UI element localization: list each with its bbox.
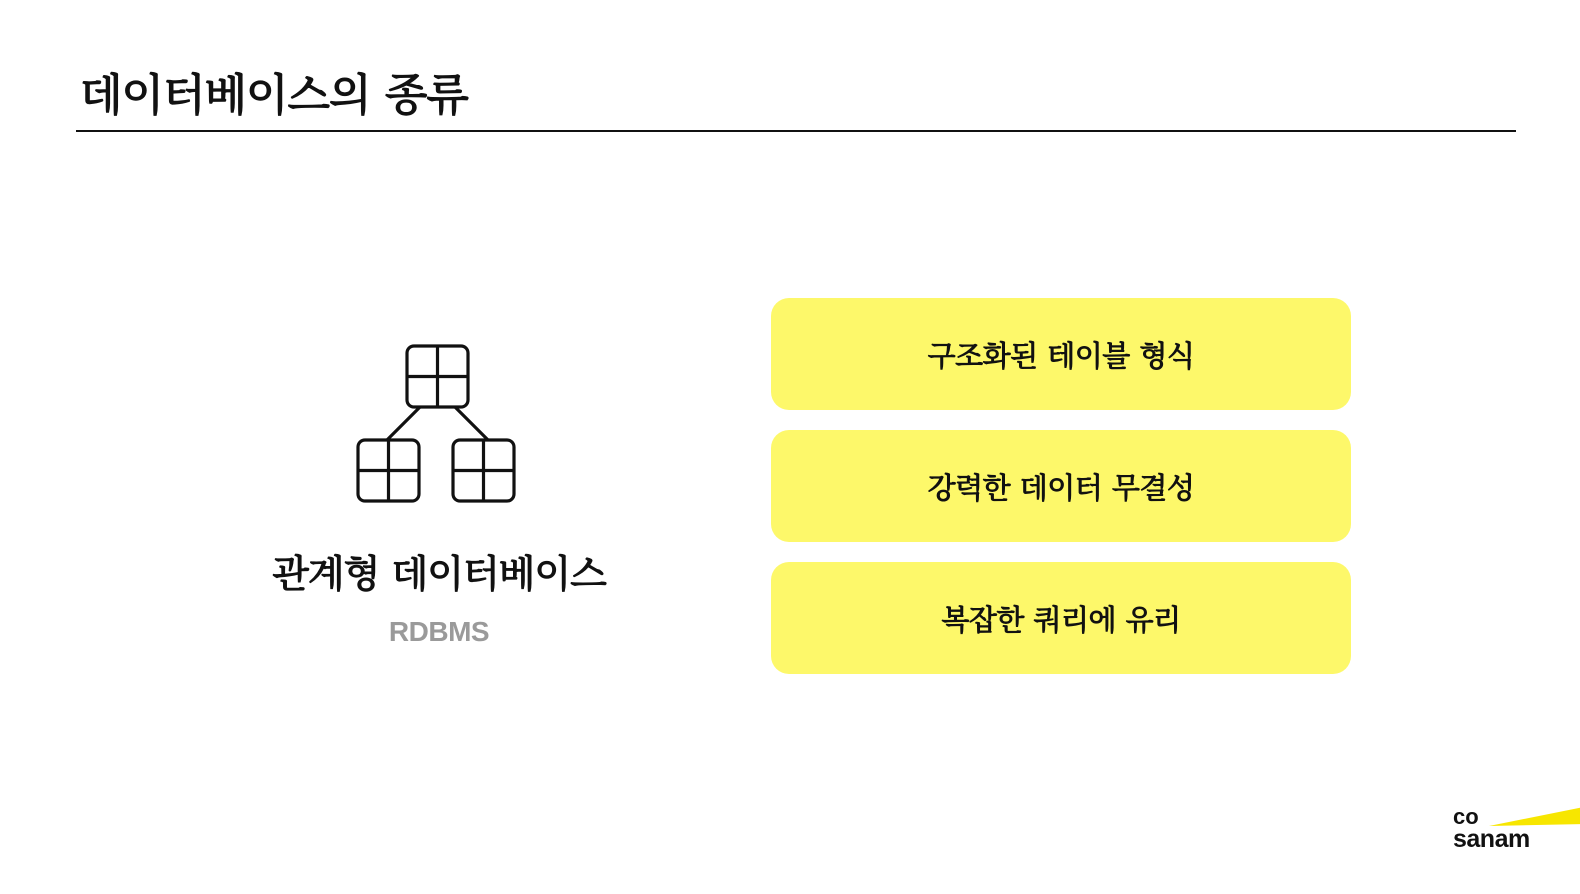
swoosh-shape [1489,806,1580,826]
feature-list [771,298,1351,674]
feature-card-data-integrity: 강력한 데이터 무결성 [771,430,1351,542]
brand-logo-line1: co [1453,806,1479,829]
title-divider [76,130,1516,132]
brand-logo [1453,806,1580,852]
database-type-abbreviation: RDBMS [388,616,490,647]
feature-card-complex-queries: 복잡한 쿼리에 유리 [771,562,1351,674]
slide-title: 데이터베이스의 종류 [80,70,468,121]
brand-logo-line2: sanam [1453,825,1530,852]
relational-tables-icon [355,343,519,507]
left-relation-line [387,407,420,440]
feature-card-structured-tables: 구조화된 테이블 형식 [771,298,1351,410]
database-type-name: 관계형 데이터베이스 [272,552,606,596]
right-relation-line [455,407,488,440]
